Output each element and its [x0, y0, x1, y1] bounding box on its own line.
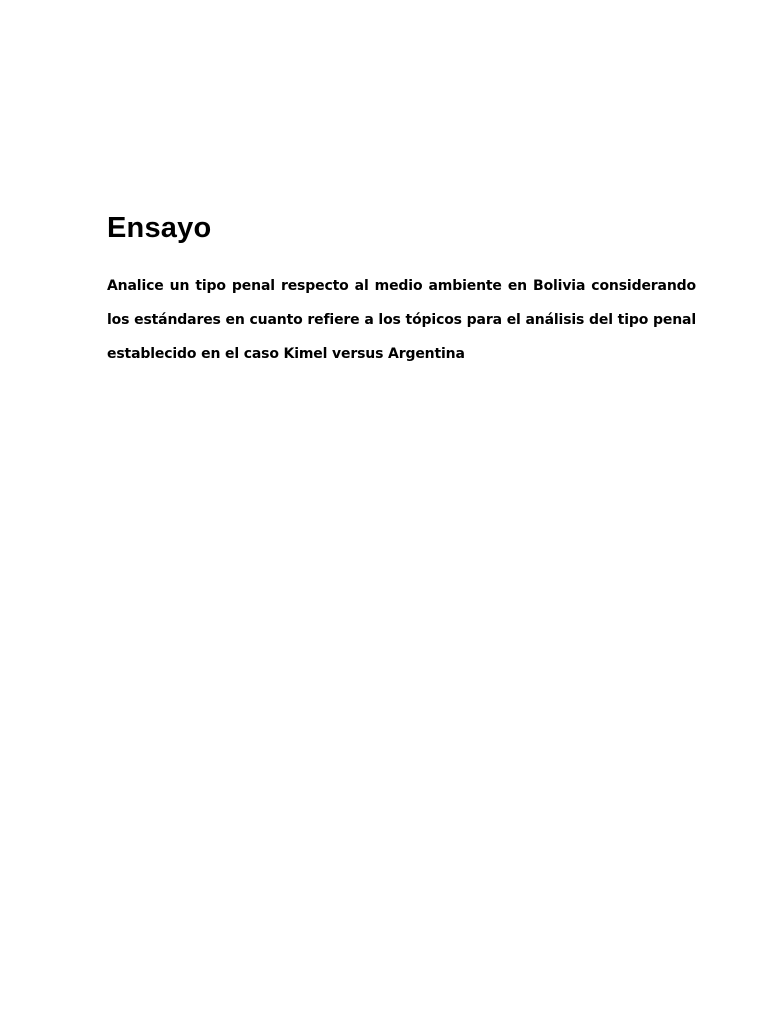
document-body [107, 208, 696, 371]
essay-prompt-paragraph: Analice un tipo penal respecto al medio ambiente en Bolivia considerando los estándares en cuanto refiere a los tópicos para el análisis del tipo penal establecido en el caso Kimel versus Argentina [107, 278, 696, 362]
document-title: Ensayo [107, 212, 212, 244]
